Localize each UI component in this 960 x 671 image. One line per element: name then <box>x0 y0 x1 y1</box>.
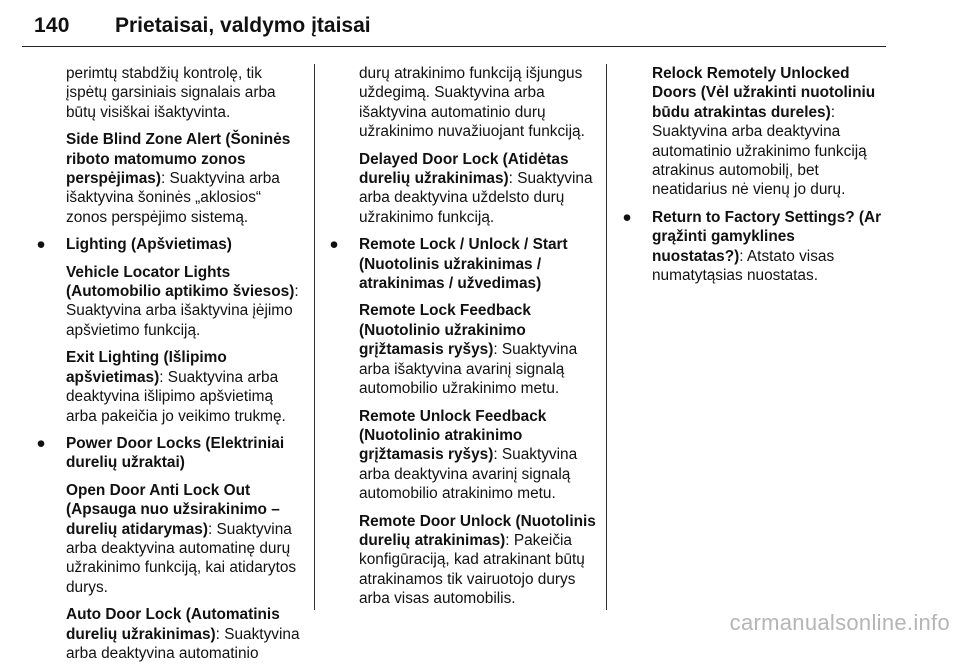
setting-entry <box>66 481 306 597</box>
setting-name: Exit Lighting (Išlipimo apšvietimas) <box>66 349 227 386</box>
setting-entry <box>359 150 597 228</box>
setting-name: Remote Unlock Feedback (Nuotolinio atrakinimo grįžtamasis ryšys) <box>359 407 547 464</box>
setting-name: Open Door Anti Lock Out (Apsauga nuo užsirakinimo – durelių atidarymas) <box>66 481 280 538</box>
setting-description: : Suaktyvina arba deaktyvina automatinio <box>66 625 300 662</box>
setting-entry <box>66 263 306 341</box>
setting-name: Side Blind Zone Alert (Šoninės riboto matomumo zonos perspėjimas) <box>66 131 291 188</box>
setting-entry <box>359 407 597 504</box>
column-2 <box>329 64 597 617</box>
bullet-icon: ● <box>36 434 46 452</box>
setting-entry <box>359 512 597 609</box>
setting-description: : Suaktyvina arba išaktyvina šoninės „aklosios“ zonos perspėjimo sistemą. <box>66 170 280 226</box>
bullet-icon: ● <box>329 236 339 254</box>
bullet-item <box>329 235 597 293</box>
setting-name: Remote Door Unlock (Nuotolinis durelių atrakinimas) <box>359 512 596 549</box>
setting-description: : Pakeičia konfigūraciją, kad atrakinant būtų atrakinamos tik vairuotojo durys arba visas automobilis. <box>359 531 585 608</box>
setting-name: Remote Lock Feedback (Nuotolinio užrakinimo grįžtamasis ryšys) <box>359 302 531 359</box>
section-heading: Power Door Locks (Elektriniai durelių užraktai) <box>66 434 285 472</box>
setting-description: : Suaktyvina arba išaktyvina avarinį signalą automobilio užrakinimo metu. <box>359 341 578 398</box>
section-heading: Lighting (Apšvietimas) <box>66 236 232 254</box>
setting-description: : Suaktyvina arba deaktyvina automatinę durų užrakinimo funkciją, kai atidarytos durys. <box>66 520 297 596</box>
bullet-icon: ● <box>622 208 632 226</box>
column-divider-1 <box>314 64 315 610</box>
setting-description: : Suaktyvina arba deaktyvina išlipimo apšvietimą arba pakeičia jo veikimo trukmę. <box>66 368 286 425</box>
page-title: Prietaisai, valdymo įtaisai <box>115 14 371 37</box>
setting-description: : Suaktyvina arba išaktyvina įėjimo apšvietimo funkciją. <box>66 283 299 339</box>
section-heading: Remote Lock / Unlock / Start (Nuotolinis užrakinimas / atrakinimas / užvedimas) <box>359 236 568 293</box>
setting-entry <box>66 605 306 663</box>
watermark: carmanualsonline.info <box>729 610 950 635</box>
paragraph: durų atrakinimo funkciją išjungus uždegimą. Suaktyvina arba išaktyvina automatinio durų užrakinimo nuvažiuojant funkciją. <box>359 65 585 141</box>
setting-description: : Suaktyvina arba deaktyvina uždelsto durų užrakinimo funkciją. <box>359 170 593 226</box>
setting-description: : Suaktyvina arba deaktyvina automatinio užrakinimo funkciją atrakinus automobilį, bet neatidarius nė vienų jo durų. <box>652 103 867 199</box>
paragraph: perimtų stabdžių kontrolę, tik įspėtų garsiniais signalais arba būtų visiškai išaktyvinta. <box>66 65 276 121</box>
page-number: 140 <box>34 14 70 37</box>
setting-entry <box>66 348 306 426</box>
setting-name: Auto Door Lock (Automatinis durelių užrakinimas) <box>66 606 280 643</box>
setting-description: : Suaktyvina arba deaktyvina avarinį signalą automobilio atrakinimo metu. <box>359 446 578 503</box>
bullet-item <box>36 434 306 473</box>
page-header <box>22 10 886 47</box>
setting-name: Relock Remotely Unlocked Doors (Vėl užrakinti nuotoliniu būdu atrakintas dureles) <box>652 65 876 121</box>
column-3 <box>622 64 890 293</box>
bullet-item <box>36 235 306 254</box>
bullet-icon: ● <box>36 236 46 254</box>
bullet-item <box>622 208 890 286</box>
column-divider-2 <box>606 64 607 610</box>
column-1 <box>36 64 306 671</box>
setting-name: Delayed Door Lock (Atidėtas durelių užrakinimas) <box>359 150 569 188</box>
setting-entry <box>359 301 597 398</box>
setting-name: Return to Factory Settings? (Ar grąžinti gamyklines nuostatas?) <box>652 208 882 265</box>
setting-name: Vehicle Locator Lights (Automobilio aptikimo šviesos) <box>66 263 295 301</box>
setting-entry <box>66 130 306 227</box>
setting-description: : Atstato visas numatytąsias nuostatas. <box>652 247 835 285</box>
setting-entry <box>652 64 890 200</box>
